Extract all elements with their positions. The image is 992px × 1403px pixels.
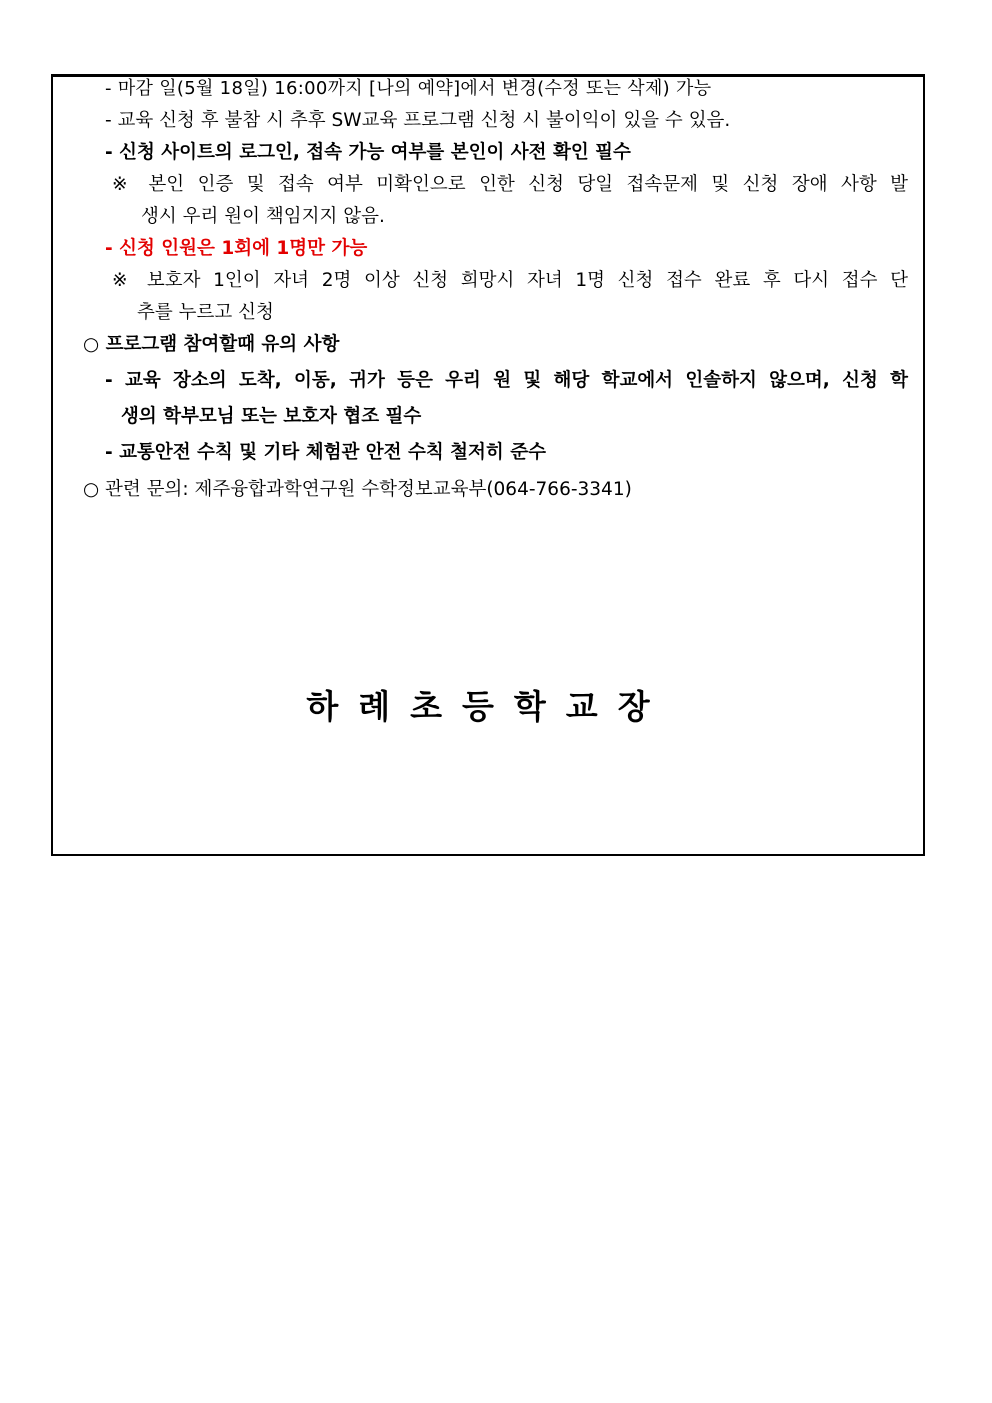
notice-login-check: - 신청 사이트의 로그인, 접속 가능 여부를 본인이 사전 확인 필수 [105, 142, 631, 163]
notice-safety-rules: - 교통안전 수칙 및 기타 체험관 안전 수칙 철저히 준수 [105, 442, 546, 463]
contact-info: ○ 관련 문의: 제주융합과학연구원 수학정보교육부(064-766-3341) [83, 479, 632, 500]
notice-transport-line1: - 교육 장소의 도착, 이동, 귀가 등은 우리 원 및 해당 학교에서 인솔하지 않으며, 신청 학 [105, 370, 908, 391]
notice-siblings-line1: ※ 보호자 1인이 자녀 2명 이상 신청 희망시 자녀 1명 신청 접수 완료 후 다시 접수 단 [112, 270, 908, 291]
notice-transport-line2: 생의 학부모님 또는 보호자 협조 필수 [121, 406, 422, 427]
notice-one-person-limit: - 신청 인원은 1회에 1명만 가능 [105, 238, 368, 259]
notice-change-deadline: - 마감 일(5월 18일) 16:00까지 [나의 예약]에서 변경(수정 또는 삭제) 가능 [105, 78, 712, 99]
notice-login-disclaimer-line1: ※ 본인 인증 및 접속 여부 미확인으로 인한 신청 당일 접속문제 및 신청 장애 사항 발 [112, 174, 908, 195]
notice-absence-penalty: - 교육 신청 후 불참 시 추후 SW교육 프로그램 신청 시 불이익이 있을 수 있음. [105, 110, 731, 131]
section-heading-participation: ○ 프로그램 참여할때 유의 사항 [83, 334, 340, 355]
notice-siblings-line2: 추를 누르고 신청 [137, 302, 274, 323]
document-frame [51, 74, 925, 856]
principal-signature: 하례초등학교장 [306, 687, 670, 726]
notice-login-disclaimer-line2: 생시 우리 원이 책임지지 않음. [141, 206, 385, 227]
